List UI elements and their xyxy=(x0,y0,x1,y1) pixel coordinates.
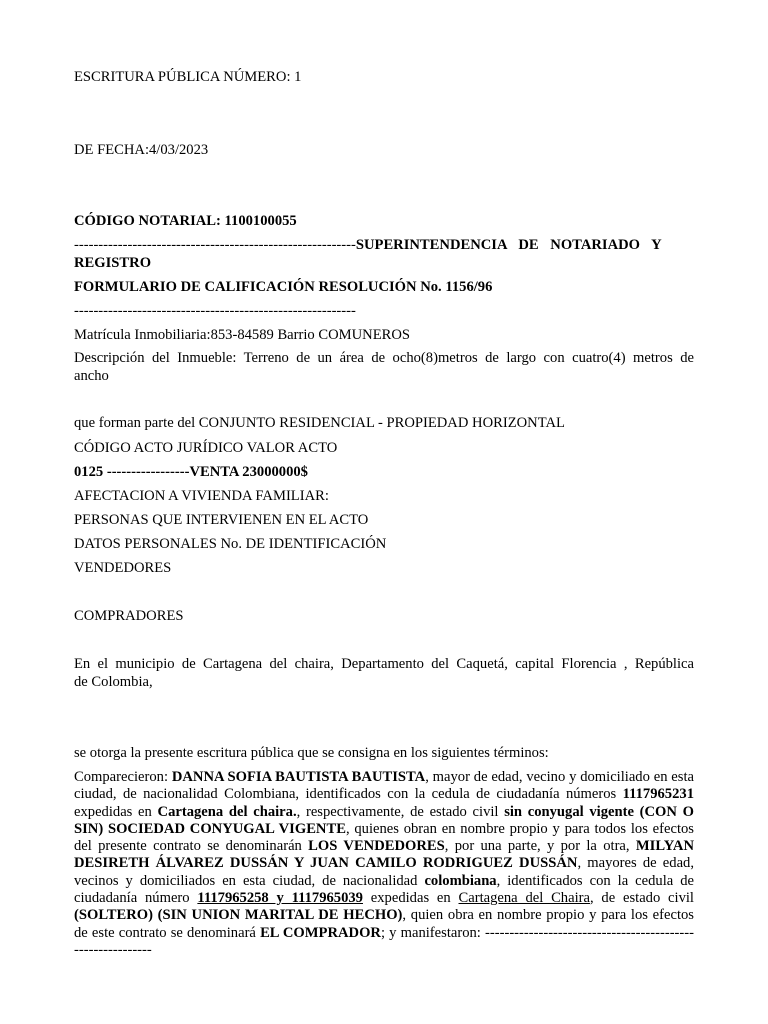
buyer-names: MILYAN DESIRETH ÁLVAREZ DUSSÁN Y JUAN CAMILO RODRIGUEZ DUSSÁN xyxy=(74,838,694,872)
registro-label: REGISTRO xyxy=(74,255,152,271)
deed-date: DE FECHA:4/03/2023 xyxy=(74,142,209,158)
descripcion-line-2: ancho xyxy=(74,368,109,384)
buyer-city: Cartagena del Chaira xyxy=(458,890,590,907)
compradores-label: COMPRADORES xyxy=(74,608,184,624)
superintendencia-line xyxy=(74,237,694,254)
body-text: , de estado civil xyxy=(589,890,694,907)
venta-line: 0125 -----------------VENTA 23000000$ xyxy=(74,464,308,480)
sellers-term: LOS VENDEDORES xyxy=(308,838,445,855)
body-text: , quienes obran en nombre propio y para todos los efectos del presente contrato se denominarán xyxy=(74,820,694,855)
municipio-line-2: de Colombia, xyxy=(74,674,153,690)
matricula-line: Matrícula Inmobiliaria:853-84589 Barrio COMUNEROS xyxy=(74,327,411,343)
body-text: expedidas en xyxy=(362,890,459,907)
notarial-code: CÓDIGO NOTARIAL: 1100100055 xyxy=(74,213,297,229)
seller-name: DANNA SOFIA BAUTISTA BAUTISTA xyxy=(171,769,426,785)
afectacion-line: AFECTACION A VIVIENDA FAMILIAR: xyxy=(74,488,329,504)
body-text: Comparecieron: xyxy=(74,769,172,785)
seller-id: 1117965231 xyxy=(622,786,694,803)
datos-line: DATOS PERSONALES No. DE IDENTIFICACIÓN xyxy=(74,536,387,552)
descripcion-line-1: Descripción del Inmueble: Terreno de un área de ocho(8)metros de largo con cuatro(4) metros de xyxy=(74,350,694,366)
body-text: , identificados con la cedula de ciudadanía número xyxy=(74,872,694,907)
separator-line: ---------------------------------------------------------- xyxy=(74,303,356,319)
body-text: , mayor de edad, vecino y domiciliado en esta ciudad, de nacionalidad Colombiana, identificados con la cedula de ciudadanía números xyxy=(74,769,694,803)
conjunto-line: que forman parte del CONJUNTO RESIDENCIAL - PROPIEDAD HORIZONTAL xyxy=(74,415,565,431)
formulario-heading: FORMULARIO DE CALIFICACIÓN RESOLUCIÓN No. 1156/96 xyxy=(74,279,493,295)
buyer-nationality: colombiana xyxy=(424,872,497,889)
body-text: ; y manifestaron: xyxy=(380,924,486,941)
closing-dashes: ----------------------------------------------------------- xyxy=(74,924,694,958)
buyer-ids: 1117965258 y 1117965039 xyxy=(197,890,363,907)
seller-civil-status: sin conyugal vigente (CON O SIN) SOCIEDAD CONYUGAL VIGENTE xyxy=(74,803,694,837)
body-text: , mayores de edad, vecinos y domiciliados en esta ciudad, de nacionalidad xyxy=(74,855,694,889)
superintendencia-label: SUPERINTENDENCIA DE NOTARIADO Y xyxy=(355,237,662,253)
body-text: , por una parte, y por la otra, xyxy=(444,838,636,855)
buyer-civil-status: (SOLTERO) (SIN UNION MARITAL DE HECHO) xyxy=(74,907,403,924)
otorga-line: se otorga la presente escritura pública que se consigna en los siguientes términos: xyxy=(74,745,549,761)
codigo-acto-line: CÓDIGO ACTO JURÍDICO VALOR ACTO xyxy=(74,440,338,456)
superintendencia-dashes: ---------------------------------------------------------- xyxy=(74,237,356,253)
body-text: , quien obra en nombre propio y para los efectos de este contrato se denominará xyxy=(74,907,694,941)
body-text: expedidas en xyxy=(74,803,158,820)
seller-city: Cartagena del chaira. xyxy=(157,803,297,820)
vendedores-label: VENDEDORES xyxy=(74,560,172,576)
deed-title: ESCRITURA PÚBLICA NÚMERO: 1 xyxy=(74,69,302,85)
comparecieron-paragraph xyxy=(74,769,694,959)
municipio-line-1: En el municipio de Cartagena del chaira, Departamento del Caquetá, capital Florencia , República xyxy=(74,656,694,672)
body-text: , respectivamente, de estado civil xyxy=(296,803,505,820)
buyer-term: EL COMPRADOR xyxy=(260,924,381,941)
personas-line: PERSONAS QUE INTERVIENEN EN EL ACTO xyxy=(74,512,369,528)
